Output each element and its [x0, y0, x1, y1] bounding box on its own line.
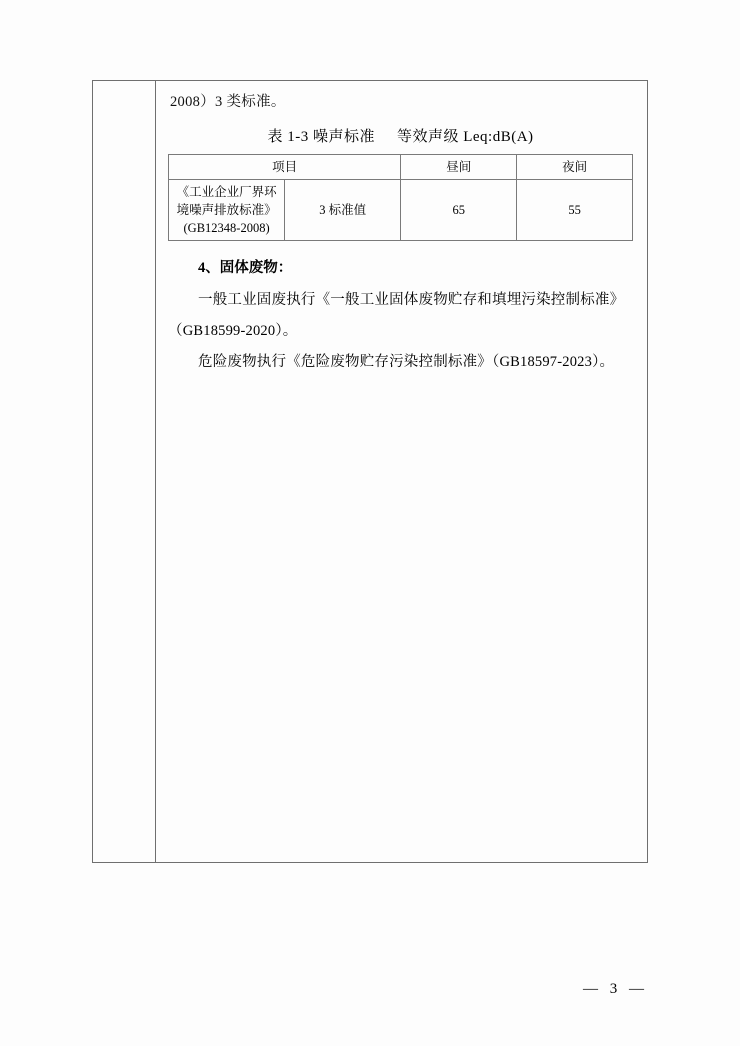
- cell-day-value: 65: [401, 180, 517, 241]
- form-frame: [92, 80, 648, 863]
- table-caption: [168, 125, 633, 146]
- paragraph-hazardous-waste: 危险废物执行《危险废物贮存污染控制标准》（GB18597-2023）。: [198, 354, 615, 370]
- table-row: [169, 180, 633, 241]
- form-body: [156, 81, 647, 862]
- page-number: — 3 —: [583, 981, 648, 997]
- table-header-item: 项目: [169, 155, 401, 180]
- form-left-column: [93, 81, 156, 862]
- cell-night-value: 55: [517, 180, 633, 241]
- table-header-night: 夜间: [517, 155, 633, 180]
- cell-standard-name: 《工业企业厂界环境噪声排放标准》(GB12348-2008): [169, 180, 285, 241]
- table-header-day: 昼间: [401, 155, 517, 180]
- cell-value-label: 3 标准值: [285, 180, 401, 241]
- table-header-row: [169, 155, 633, 180]
- paragraph-general-industrial-waste: 一般工业固废执行《一般工业固体废物贮存和填埋污染控制标准》（GB18599-2020）。: [168, 292, 625, 339]
- table-caption-sub: 等效声级 Leq:dB(A): [396, 129, 534, 145]
- table-caption-main: 表 1-3 噪声标准: [267, 129, 375, 145]
- noise-standard-table: [168, 154, 633, 241]
- continued-text-line: 2008）3 类标准。: [170, 94, 286, 110]
- section-heading-solid-waste: 4、固体废物：: [198, 260, 293, 276]
